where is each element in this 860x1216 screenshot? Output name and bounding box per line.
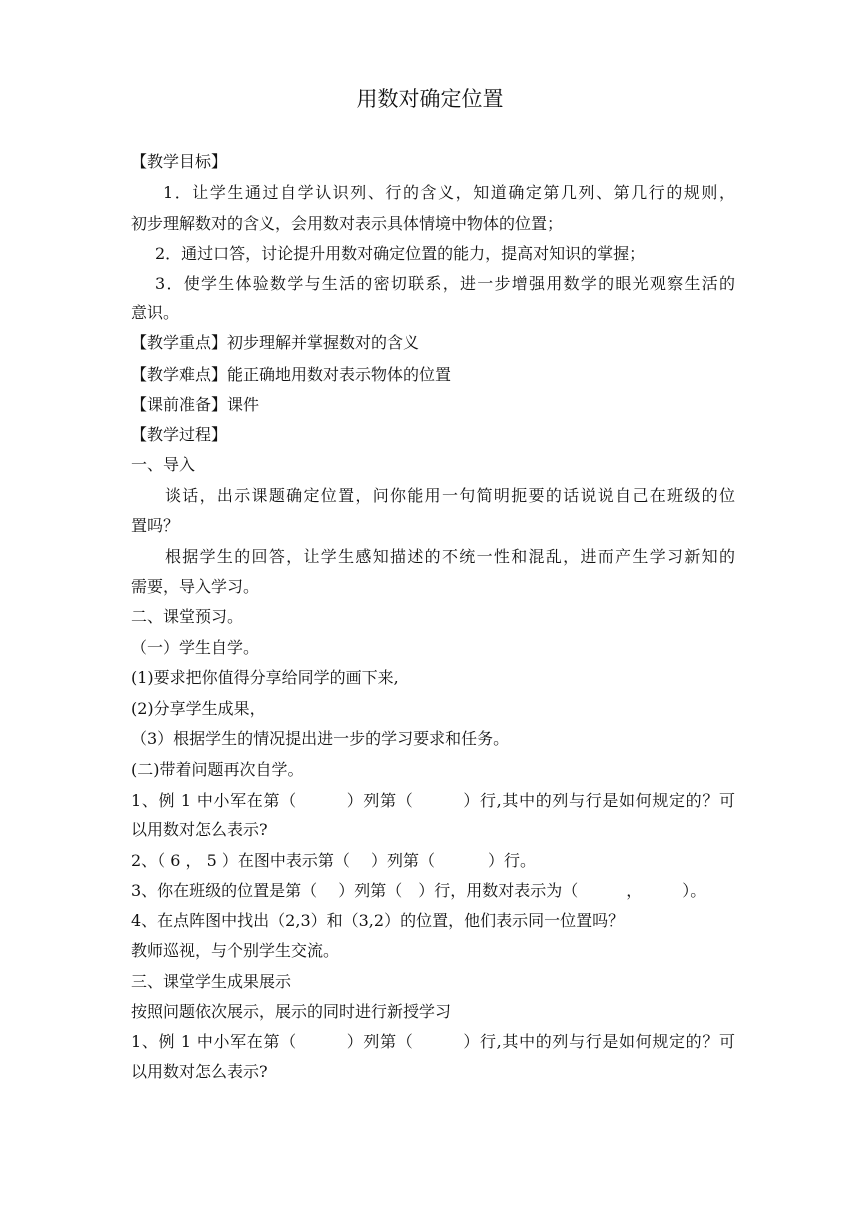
review-question-1-line-1: 1、例 1 中小军在第（ ）列第（ ）行,其中的列与行是如何规定的？可: [131, 1032, 735, 1051]
step-2: (2)分享学生成果，: [131, 699, 266, 718]
preparation: 【课前准备】课件: [131, 395, 260, 414]
objective-1-line-1: 1．让学生通过自学认识列、行的含义，知道确定第几列、第几行的规则，: [163, 183, 735, 202]
objective-1-line-2: 初步理解数对的含义，会用数对表示具体情境中物体的位置；: [131, 214, 564, 233]
question-1-line-2: 以用数对怎么表示?: [131, 820, 268, 839]
objective-3-line-1: 3．使学生体验数学与生活的密切联系，进一步增强用数学的眼光观察生活的: [155, 274, 735, 293]
teacher-note: 教师巡视，与个别学生交流。: [131, 941, 340, 960]
document-title: 用数对确定位置: [356, 87, 504, 111]
subsection-2-heading: (二)带着问题再次自学。: [131, 760, 304, 779]
intro-paragraph-2-line-1: 根据学生的回答，让学生感知描述的不统一性和混乱，进而产生学习新知的: [165, 547, 735, 566]
section-2-heading: 二、课堂预习。: [131, 607, 244, 626]
section-1-heading: 一、导入: [131, 455, 196, 474]
step-1: (1)要求把你值得分享给同学的画下来,: [131, 668, 399, 687]
question-1-line-1: 1、例 1 中小军在第（ ）列第（ ）行,其中的列与行是如何规定的？可: [131, 791, 735, 810]
question-4: 4、在点阵图中找出（2,3）和（3,2）的位置，他们表示同一位置吗？: [131, 911, 625, 930]
intro-paragraph-1-line-2: 置吗？: [131, 516, 180, 535]
review-question-1-line-2: 以用数对怎么表示?: [131, 1062, 268, 1081]
objective-2: 2．通过口答，讨论提升用数对确定位置的能力，提高对知识的掌握；: [155, 244, 646, 263]
teaching-key-point: 【教学重点】初步理解并掌握数对的含义: [131, 333, 420, 352]
teaching-difficulty: 【教学难点】能正确地用数对表示物体的位置: [131, 365, 452, 384]
section-3-intro: 按照问题依次展示，展示的同时进行新授学习: [131, 1002, 452, 1021]
objective-3-line-2: 意识。: [131, 303, 180, 322]
step-3: （3）根据学生的情况提出进一步的学习要求和任务。: [131, 729, 510, 748]
intro-paragraph-1-line-1: 谈话，出示课题确定位置，问你能用一句简明扼要的话说说自己在班级的位: [165, 486, 735, 505]
subsection-1-heading: （一）学生自学。: [131, 638, 260, 657]
heading-teaching-objectives: 【教学目标】: [131, 152, 228, 171]
heading-teaching-process: 【教学过程】: [131, 425, 228, 444]
question-2: 2、（ 6 ， 5 ）在图中表示第（ ）列第（ ）行。: [131, 851, 537, 870]
section-3-heading: 三、课堂学生成果展示: [131, 972, 292, 991]
question-3: 3、你在班级的位置是第（ ）列第（ ）行，用数对表示为（ ， ）。: [131, 881, 707, 900]
intro-paragraph-2-line-2: 需要，导入学习。: [131, 577, 260, 596]
